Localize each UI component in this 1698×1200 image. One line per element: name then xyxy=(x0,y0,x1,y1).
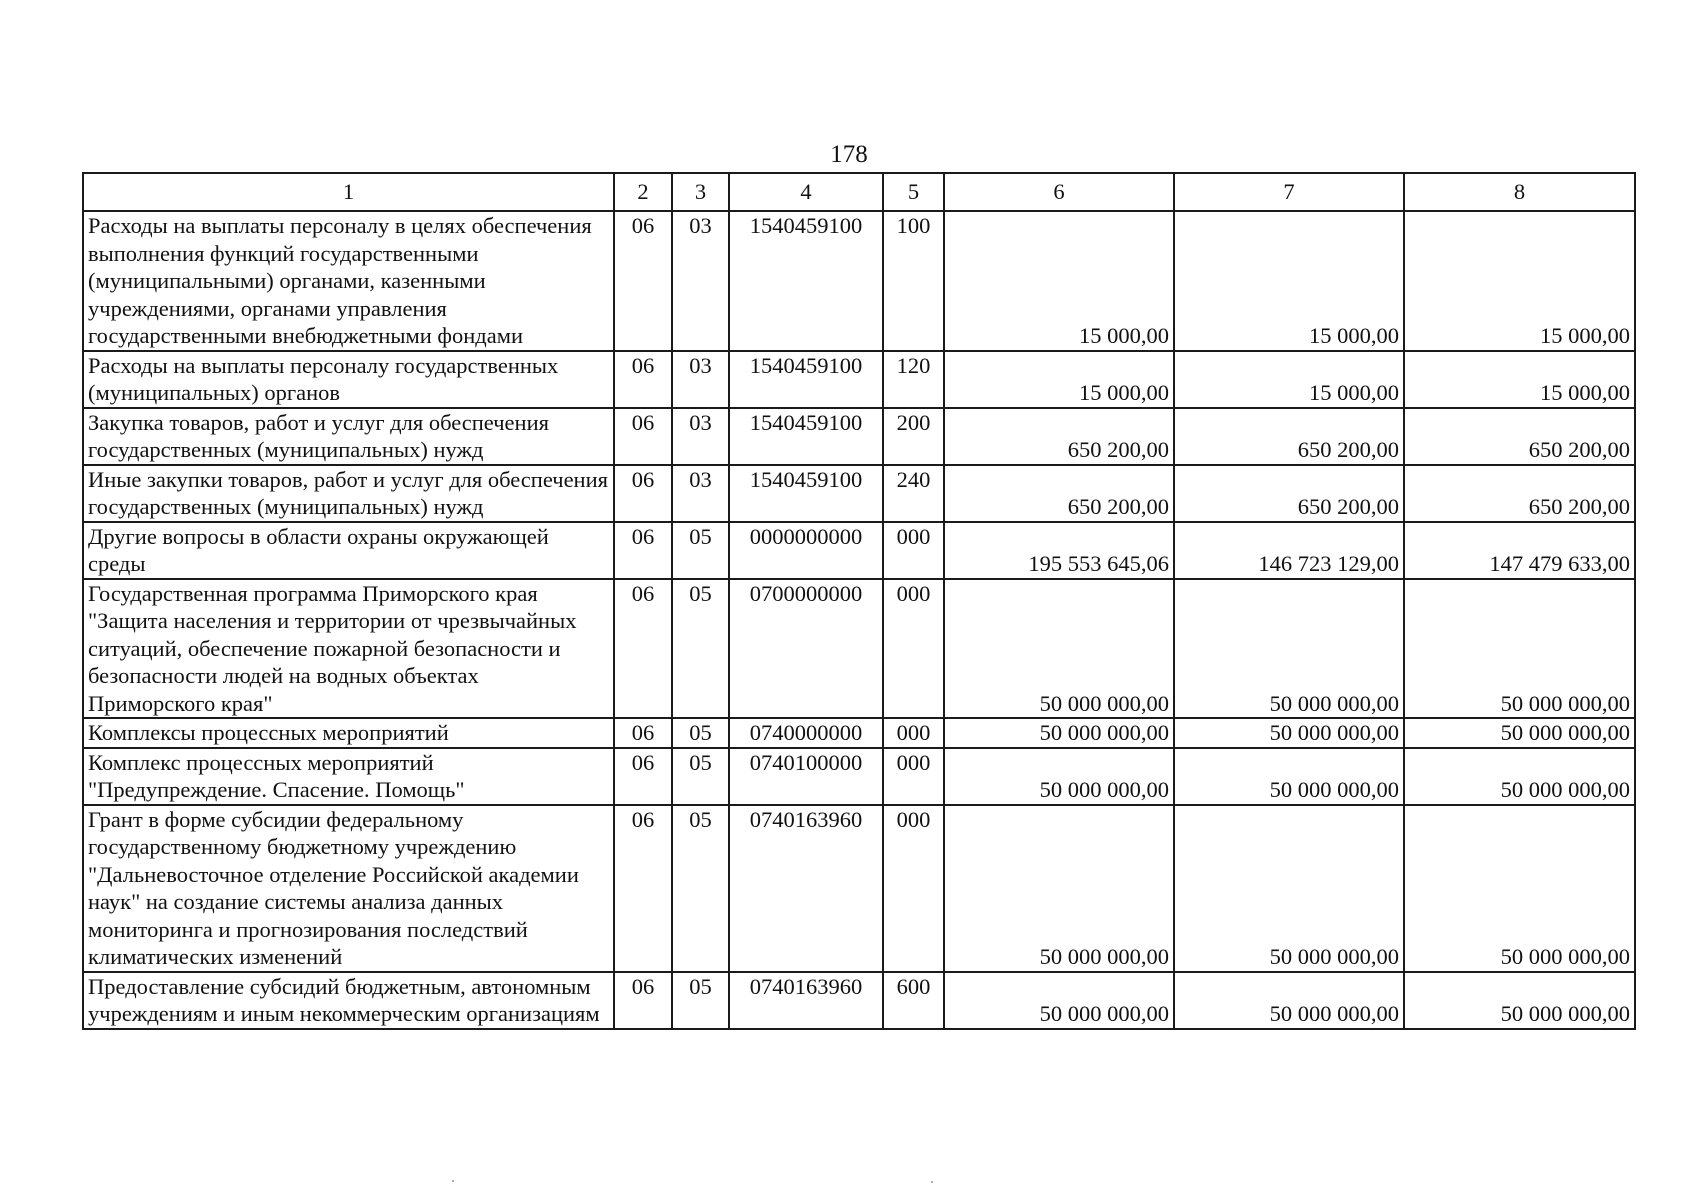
row-section: 06 xyxy=(614,748,672,805)
row-target-article: 0740163960 xyxy=(729,805,883,972)
table-row xyxy=(83,465,1635,522)
row-sum-year-3: 50 000 000,00 xyxy=(1404,805,1635,972)
table-row xyxy=(83,718,1635,748)
row-sum-year-2: 50 000 000,00 xyxy=(1174,718,1404,748)
row-sum-year-1: 195 553 645,06 xyxy=(944,522,1174,579)
row-name: Государственная программа Приморского края "Защита населения и территории от чрезвычайных ситуаций, обеспечение пожарной безопасности и безопасности людей на водных объектах Приморского края" xyxy=(83,579,614,719)
table-row xyxy=(83,805,1635,972)
row-target-article: 1540459100 xyxy=(729,408,883,465)
header-col-1: 1 xyxy=(83,173,614,211)
row-subsection: 05 xyxy=(672,718,729,748)
header-col-5: 5 xyxy=(883,173,944,211)
row-sum-year-3: 15 000,00 xyxy=(1404,351,1635,408)
row-target-article: 1540459100 xyxy=(729,465,883,522)
table-row xyxy=(83,211,1635,351)
page-number: 178 xyxy=(830,141,868,168)
row-sum-year-3: 15 000,00 xyxy=(1404,211,1635,351)
row-sum-year-2: 650 200,00 xyxy=(1174,408,1404,465)
row-sum-year-2: 50 000 000,00 xyxy=(1174,748,1404,805)
scan-speck xyxy=(452,1180,454,1182)
row-section: 06 xyxy=(614,805,672,972)
row-name: Комплекс процессных мероприятий "Предупреждение. Спасение. Помощь" xyxy=(83,748,614,805)
row-name: Комплексы процессных мероприятий xyxy=(83,718,614,748)
scan-speck xyxy=(931,1181,933,1183)
row-expense-type: 000 xyxy=(883,805,944,972)
row-subsection: 03 xyxy=(672,351,729,408)
row-name: Иные закупки товаров, работ и услуг для обеспечения государственных (муниципальных) нужд xyxy=(83,465,614,522)
row-section: 06 xyxy=(614,211,672,351)
row-subsection: 03 xyxy=(672,211,729,351)
row-sum-year-3: 650 200,00 xyxy=(1404,408,1635,465)
header-col-8: 8 xyxy=(1404,173,1635,211)
row-sum-year-1: 650 200,00 xyxy=(944,408,1174,465)
row-section: 06 xyxy=(614,972,672,1029)
header-col-7: 7 xyxy=(1174,173,1404,211)
row-subsection: 05 xyxy=(672,522,729,579)
row-subsection: 03 xyxy=(672,408,729,465)
budget-table xyxy=(82,172,1636,1030)
table-row xyxy=(83,351,1635,408)
row-subsection: 03 xyxy=(672,465,729,522)
row-sum-year-2: 50 000 000,00 xyxy=(1174,579,1404,719)
row-target-article: 0740000000 xyxy=(729,718,883,748)
row-sum-year-3: 50 000 000,00 xyxy=(1404,748,1635,805)
row-sum-year-2: 15 000,00 xyxy=(1174,351,1404,408)
row-target-article: 0700000000 xyxy=(729,579,883,719)
row-sum-year-3: 650 200,00 xyxy=(1404,465,1635,522)
row-target-article: 0740163960 xyxy=(729,972,883,1029)
row-sum-year-2: 50 000 000,00 xyxy=(1174,805,1404,972)
row-name: Расходы на выплаты персоналу в целях обеспечения выполнения функций государственными (муниципальными) органами, казенными учреждениями, органами управления государственными внебюджетными фондами xyxy=(83,211,614,351)
row-sum-year-3: 50 000 000,00 xyxy=(1404,718,1635,748)
row-expense-type: 000 xyxy=(883,522,944,579)
table-row xyxy=(83,522,1635,579)
row-sum-year-2: 15 000,00 xyxy=(1174,211,1404,351)
table-row xyxy=(83,579,1635,719)
row-section: 06 xyxy=(614,465,672,522)
row-section: 06 xyxy=(614,718,672,748)
row-subsection: 05 xyxy=(672,579,729,719)
row-target-article: 0000000000 xyxy=(729,522,883,579)
row-sum-year-3: 50 000 000,00 xyxy=(1404,579,1635,719)
row-name: Другие вопросы в области охраны окружающей среды xyxy=(83,522,614,579)
header-col-2: 2 xyxy=(614,173,672,211)
row-sum-year-1: 15 000,00 xyxy=(944,351,1174,408)
row-subsection: 05 xyxy=(672,972,729,1029)
row-section: 06 xyxy=(614,351,672,408)
table-body xyxy=(83,211,1635,1029)
row-sum-year-1: 50 000 000,00 xyxy=(944,805,1174,972)
table-row xyxy=(83,972,1635,1029)
header-col-4: 4 xyxy=(729,173,883,211)
row-section: 06 xyxy=(614,408,672,465)
row-section: 06 xyxy=(614,522,672,579)
row-subsection: 05 xyxy=(672,805,729,972)
row-name: Закупка товаров, работ и услуг для обеспечения государственных (муниципальных) нужд xyxy=(83,408,614,465)
row-expense-type: 120 xyxy=(883,351,944,408)
row-target-article: 1540459100 xyxy=(729,351,883,408)
row-expense-type: 000 xyxy=(883,718,944,748)
row-sum-year-2: 146 723 129,00 xyxy=(1174,522,1404,579)
header-row xyxy=(83,173,1635,211)
row-target-article: 0740100000 xyxy=(729,748,883,805)
row-sum-year-3: 50 000 000,00 xyxy=(1404,972,1635,1029)
row-name: Грант в форме субсидии федеральному государственному бюджетному учреждению "Дальневосточное отделение Российской академии наук" на создание системы анализа данных мониторинга и прогнозирования последствий климатических изменений xyxy=(83,805,614,972)
table-row xyxy=(83,748,1635,805)
header-col-3: 3 xyxy=(672,173,729,211)
row-sum-year-1: 50 000 000,00 xyxy=(944,748,1174,805)
row-expense-type: 100 xyxy=(883,211,944,351)
row-target-article: 1540459100 xyxy=(729,211,883,351)
row-section: 06 xyxy=(614,579,672,719)
row-expense-type: 200 xyxy=(883,408,944,465)
row-expense-type: 000 xyxy=(883,748,944,805)
row-sum-year-1: 15 000,00 xyxy=(944,211,1174,351)
row-expense-type: 600 xyxy=(883,972,944,1029)
row-sum-year-1: 50 000 000,00 xyxy=(944,718,1174,748)
row-expense-type: 000 xyxy=(883,579,944,719)
row-sum-year-2: 50 000 000,00 xyxy=(1174,972,1404,1029)
row-sum-year-3: 147 479 633,00 xyxy=(1404,522,1635,579)
row-name: Расходы на выплаты персоналу государственных (муниципальных) органов xyxy=(83,351,614,408)
row-sum-year-2: 650 200,00 xyxy=(1174,465,1404,522)
header-col-6: 6 xyxy=(944,173,1174,211)
row-sum-year-1: 50 000 000,00 xyxy=(944,579,1174,719)
row-expense-type: 240 xyxy=(883,465,944,522)
table-row xyxy=(83,408,1635,465)
row-subsection: 05 xyxy=(672,748,729,805)
row-sum-year-1: 50 000 000,00 xyxy=(944,972,1174,1029)
row-sum-year-1: 650 200,00 xyxy=(944,465,1174,522)
row-name: Предоставление субсидий бюджетным, автономным учреждениям и иным некоммерческим организациям xyxy=(83,972,614,1029)
